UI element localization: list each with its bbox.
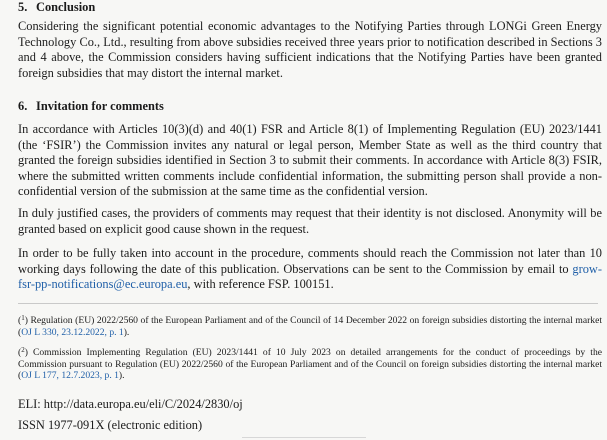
section-6-heading: [18, 99, 164, 114]
footnote-2-oj-link[interactable]: OJ L 177, 12.7.2023, p. 1: [21, 370, 119, 382]
footnote-2-text: Commission Implementing Regulation (EU) 2023/1441 of 10 July 2023 on detailed arrangements for the conduct of proceedings by the Commission pursuant to Regulation (EU) 2022/2560 of the European Parliament and of the Council on foreign subsidies distorting the internal market: [18, 347, 602, 370]
invitation-paragraph-3: [18, 246, 602, 293]
footnote-2-marker: ($^2$): [18, 346, 28, 358]
section-6-title: Invitation for comments: [36, 99, 164, 113]
issn-line: ISSN 1977-091X (electronic edition): [18, 418, 203, 432]
footnote-1-marker: ($^1$): [18, 314, 28, 326]
invitation-paragraph-1: In accordance with Articles 10(3)(d) and 40(1) FSR and Article 8(1) of Implementing Regulation (EU) 2023/1441 (the ‘FSIR’) the Commission invites any natural or legal person, Member State as well as the third country that granted the foreign subsidies identified in Section 3 to submit their comments. In accordance with Article 8(3) FSIR, where the submitted written comments include confidential information, the submitting person shall provide a non-confidential version of the submission at the same time as the confidential version.: [18, 122, 602, 199]
conclusion-paragraph: Considering the significant potential economic advantages to the Notifying Parties through LONGi Green Energy Technology Co., Ltd., resulting from above subsidies received three years prior to notification described in Sections 3 and 4 above, the Commission considers having sufficient indications that the Notifying Parties have been granted foreign subsidies that may distort the internal market.: [18, 19, 602, 80]
email-link[interactable]: grow-fsr-pp-notifications@ec.europa.eu: [18, 261, 602, 292]
footnote-1: ($^1$) Regulation (EU) 2022/2560 of the European Parliament and of the Council of 14 December 2022 on foreign subsidies distorting the internal market (OJ L 330, 23.12.2022, p. 1).: [18, 314, 602, 338]
eli-line: ELI: http://data.europa.eu/eli/C/2024/2830/oj: [18, 397, 243, 411]
footnote-2: ($^2$) Commission Implementing Regulation (EU) 2023/1441 of 10 July 2023 on detailed arrangements for the conduct of proceedings by the Commission pursuant to Regulation (EU) 2022/2560 of the European Parliament and of the Council on foreign subsidies distorting the internal market (OJ L 177, 12.7.2023, p. 1).: [18, 346, 602, 382]
reference-text: , with reference FSP. 100151.: [187, 277, 334, 292]
footnote-1-text: Regulation (EU) 2022/2560 of the European Parliament and of the Council of 14 December 2022 on foreign subsidies distorting the internal market: [30, 315, 602, 326]
section-5-heading: [18, 0, 95, 15]
page-bottom-divider: [242, 437, 366, 438]
footnote-divider: [18, 303, 598, 304]
section-5-title: Conclusion: [36, 0, 96, 14]
section-6-number: 6.: [18, 99, 28, 113]
footnote-1-oj-link[interactable]: OJ L 330, 23.12.2022, p. 1: [21, 326, 124, 338]
invitation-paragraph-2: In duly justified cases, the providers of comments may request that their identity is not disclosed. Anonymity will be granted based on explicit good cause shown in the request.: [18, 206, 602, 236]
section-5-number: 5.: [18, 0, 28, 14]
deadline-text: In order to be fully taken into account in the procedure, comments should reach the Commission not later than 10 working days following the date of this publication. Observations can be sent to the Commission by email to: [18, 246, 602, 276]
